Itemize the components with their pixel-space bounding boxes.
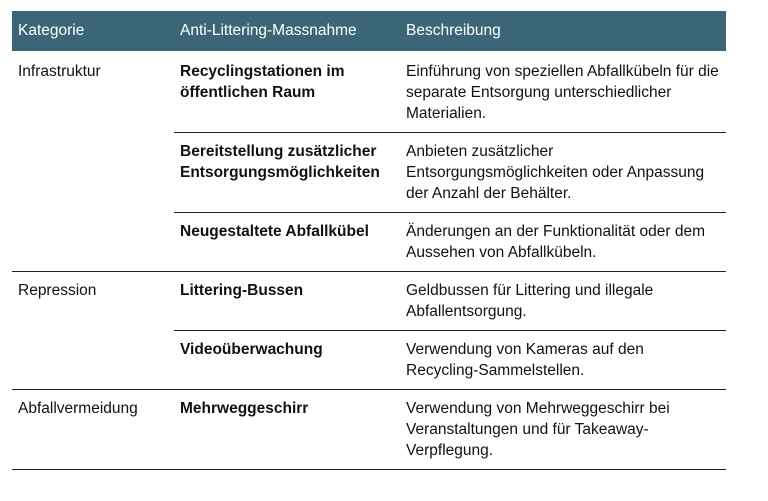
table-header-row xyxy=(12,11,726,51)
description-cell: Verwendung von Kameras auf den Recycling-Sammelstellen. xyxy=(400,331,726,390)
table-row xyxy=(12,272,726,331)
description-cell: Anbieten zusätzlicher Entsorgungsmöglichkeiten oder Anpassung der Anzahl der Behälter. xyxy=(400,133,726,213)
table-row xyxy=(12,390,726,470)
category-cell-repression: Repression xyxy=(12,272,174,390)
anti-littering-table xyxy=(12,11,726,470)
measure-cell: Videoüberwachung xyxy=(174,331,400,390)
header-measure: Anti-Littering-Massnahme xyxy=(174,11,400,51)
measure-cell: Neugestaltete Abfallkübel xyxy=(174,213,400,272)
description-cell: Änderungen an der Funktionalität oder dem Aussehen von Abfallkübeln. xyxy=(400,213,726,272)
header-description: Beschreibung xyxy=(400,11,726,51)
table-row xyxy=(12,51,726,133)
measure-cell: Littering-Bussen xyxy=(174,272,400,331)
measures-table-container xyxy=(12,11,726,470)
description-cell: Einführung von speziellen Abfallkübeln für die separate Entsorgung unterschiedlicher Materialien. xyxy=(400,51,726,133)
header-category: Kategorie xyxy=(12,11,174,51)
description-cell: Geldbussen für Littering und illegale Abfallentsorgung. xyxy=(400,272,726,331)
measure-cell: Mehrweggeschirr xyxy=(174,390,400,470)
description-cell: Verwendung von Mehrweggeschirr bei Veranstaltungen und für Takeaway-Verpflegung. xyxy=(400,390,726,470)
category-cell-abfallvermeidung: Abfallvermeidung xyxy=(12,390,174,470)
category-cell-infrastruktur: Infrastruktur xyxy=(12,51,174,272)
measure-cell: Recyclingstationen im öffentlichen Raum xyxy=(174,51,400,133)
measure-cell: Bereitstellung zusätzlicher Entsorgungsmöglichkeiten xyxy=(174,133,400,213)
